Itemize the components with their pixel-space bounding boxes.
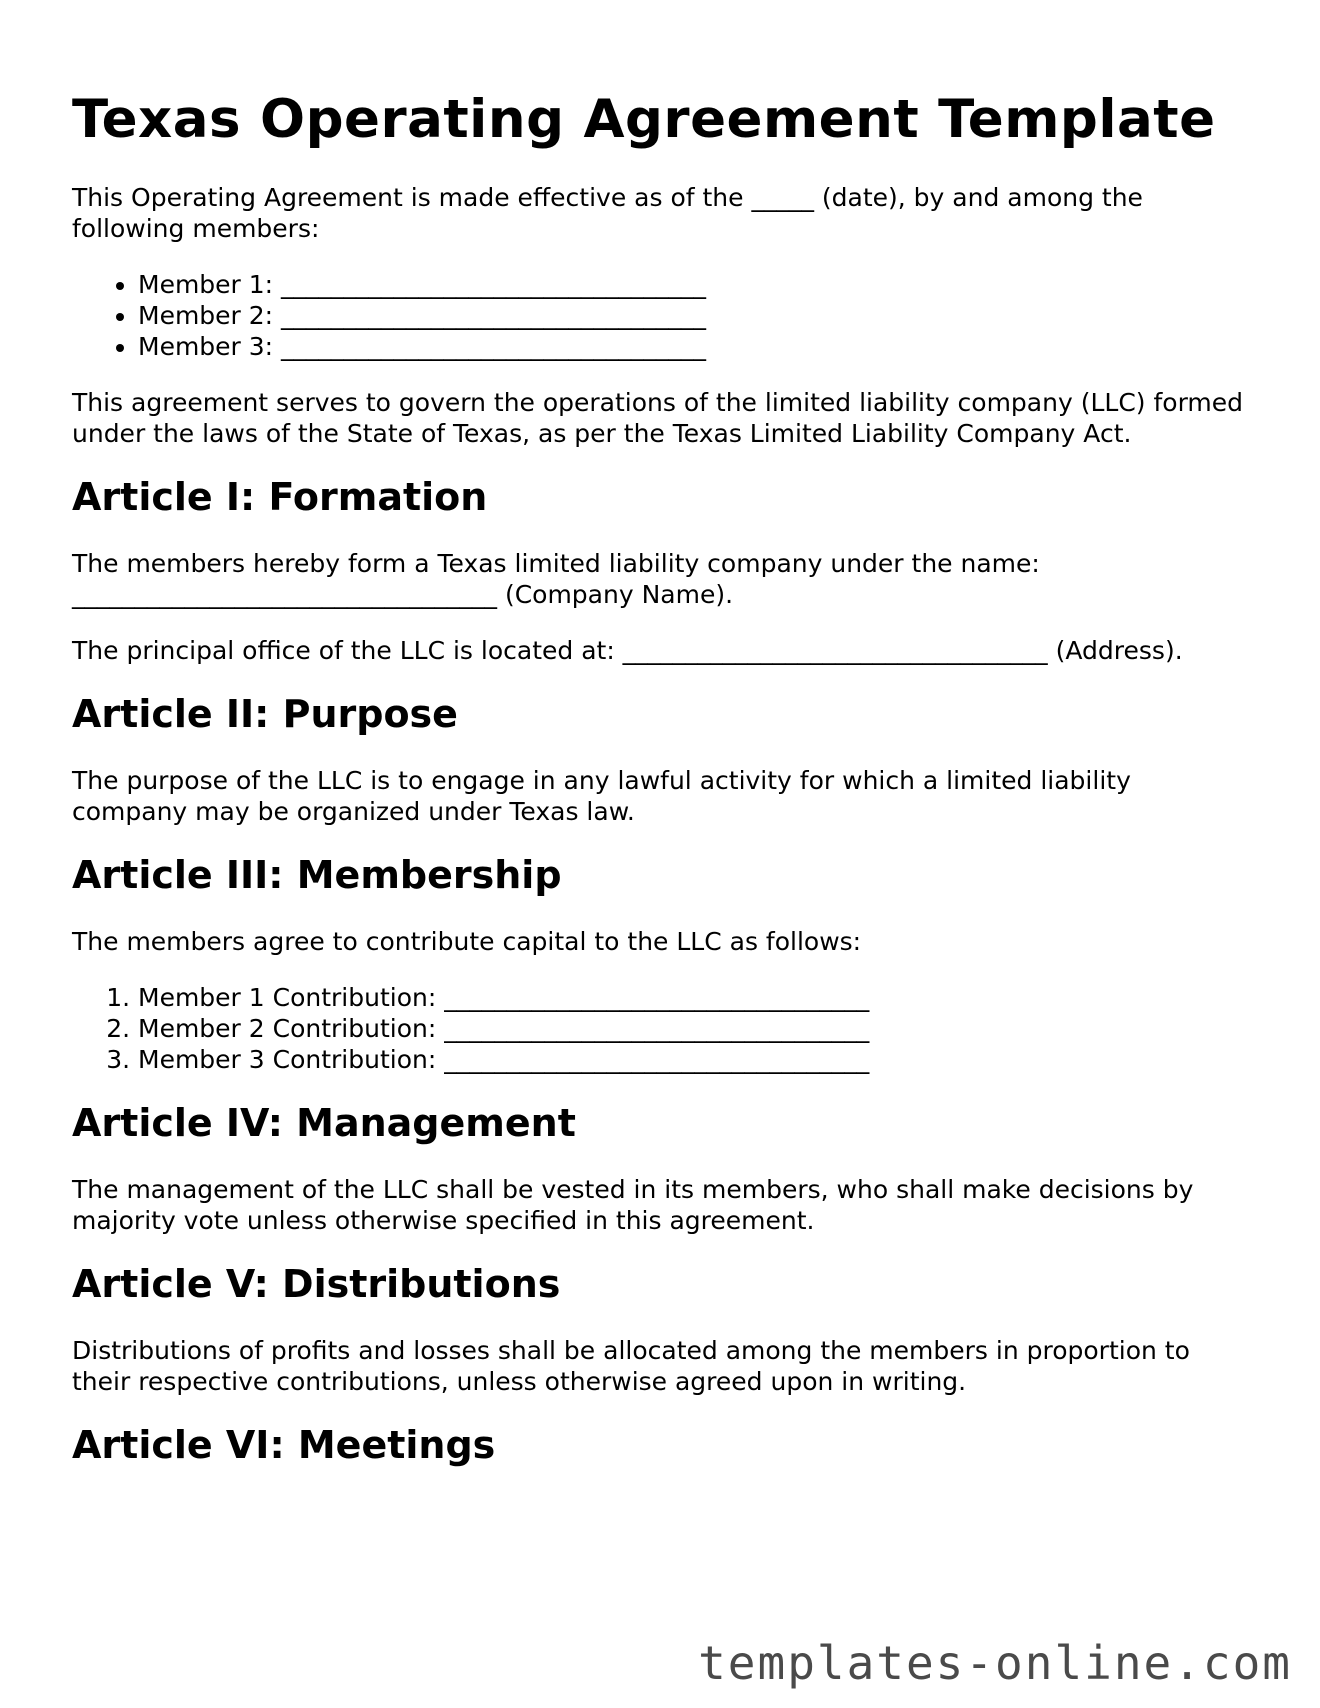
article-1-paragraph: The members hereby form a Texas limited liability company under the name: __________________________________ (Company Name). <box>72 549 1040 609</box>
list-item: • Member 2: __________________________________ <box>138 300 1248 331</box>
article-4-heading: Article IV: Management <box>72 1101 576 1145</box>
document-title: Texas Operating Agreement Template <box>72 89 1216 150</box>
list-item: 3. Member 3 Contribution: __________________________________ <box>138 1044 1248 1075</box>
article-2-heading: Article II: Purpose <box>72 692 458 736</box>
article-6-heading: Article VI: Meetings <box>72 1423 496 1467</box>
list-item: 1. Member 1 Contribution: __________________________________ <box>138 982 1248 1013</box>
watermark: templates-online.com <box>698 1636 1292 1690</box>
intro-paragraph: This Operating Agreement is made effective as of the _____ (date), by and among the following members: <box>72 183 1143 243</box>
article-5-heading: Article V: Distributions <box>72 1262 561 1306</box>
article-4-paragraph: The management of the LLC shall be vested in its members, who shall make decisions by majority vote unless otherwise specified in this agreement. <box>72 1175 1194 1235</box>
list-item: 2. Member 2 Contribution: __________________________________ <box>138 1013 1248 1044</box>
contributions-list <box>72 982 1248 1075</box>
article-1-paragraph: The principal office of the LLC is located at: __________________________________ (Address). <box>72 636 1183 665</box>
article-2-paragraph: The purpose of the LLC is to engage in any lawful activity for which a limited liability company may be organized under Texas law. <box>72 766 1131 826</box>
govern-paragraph: This agreement serves to govern the operations of the limited liability company (LLC) formed under the laws of the State of Texas, as per the Texas Limited Liability Company Act. <box>72 388 1244 448</box>
list-item: • Member 3: __________________________________ <box>138 331 1248 362</box>
list-item: • Member 1: __________________________________ <box>138 269 1248 300</box>
document-page <box>72 88 1248 1496</box>
article-1-heading: Article I: Formation <box>72 475 488 519</box>
article-3-heading: Article III: Membership <box>72 853 562 897</box>
members-list <box>72 269 1248 362</box>
article-3-paragraph: The members agree to contribute capital to the LLC as follows: <box>72 927 862 956</box>
article-5-paragraph: Distributions of profits and losses shall be allocated among the members in proportion to their respective contributions, unless otherwise agreed upon in writing. <box>72 1336 1190 1396</box>
